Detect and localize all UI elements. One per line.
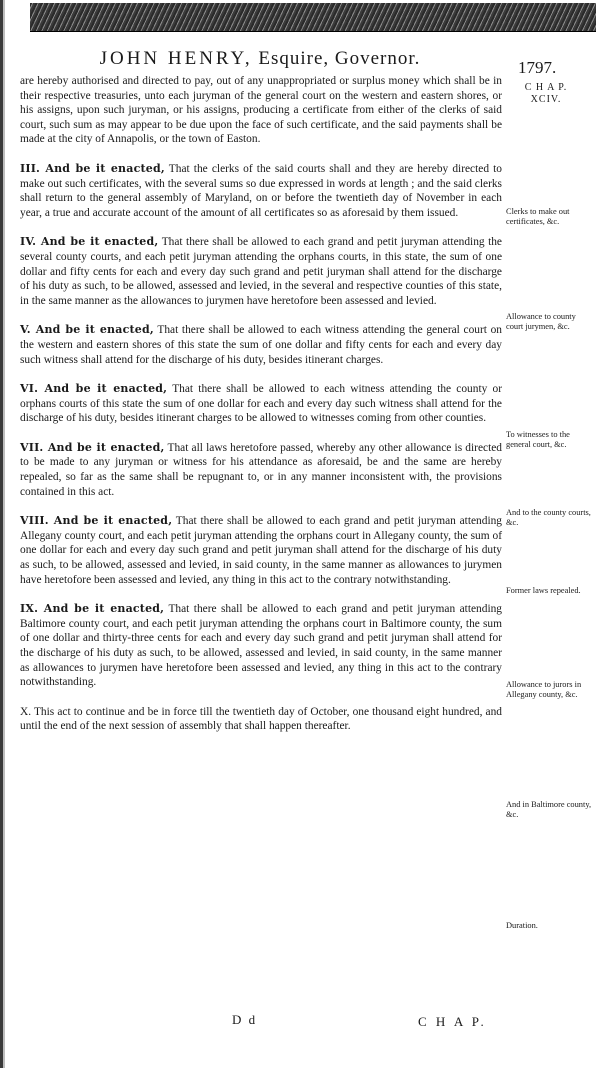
paragraph-section-5 (20, 323, 502, 367)
header-name: JOHN HENRY, (99, 48, 253, 69)
margin-note-clerks: Clerks to make out certificates, &c. (506, 207, 570, 227)
paragraph-text: That there shall be allowed to each grand and petit juryman attending the several county courts, and each petit juryman attending the orphans courts, in this state, the sum of one dollar and fifty cents for each and every day such grand and petit juryman shall attend for the discharge of his duty as such, to be allowed, assessed and levied, in the several and respective counties of this state, in the same manner as the allowances to jurymen have heretofore been assessed and levied. (20, 236, 502, 307)
catchword: C H A P. (418, 1014, 487, 1029)
paragraph-section-3 (20, 162, 502, 220)
paragraph-text: That there shall be allowed to each witness attending the general court on the western and eastern shores of this state the sum of one dollar and fifty cents for each and every day such witness shall attend for the discharge of his duty, besides itinerant charges. (20, 324, 502, 366)
paragraph-text: That the clerks of the said courts shall and they are hereby directed to make out such certificates, with the several sums so due expressed in words at length ; and the said clerks shall return to the general assembly of Maryland, on or before the twentieth day of November in each year, a true and accurate account of the amount of all certificates so as aforesaid by them issued. (20, 162, 502, 219)
paragraph-lead: VIII. And be it enacted, (20, 514, 173, 528)
top-decorative-rule (30, 3, 596, 32)
paragraph-section-8 (20, 514, 502, 587)
chapter-word: C H A P. (524, 82, 568, 93)
paragraph-section-7 (20, 441, 502, 499)
paragraph-lead: V. And be it enacted, (20, 323, 154, 337)
margin-note-baltimore: And in Baltimore county, &c. (506, 800, 592, 820)
paragraph-lead: III. And be it enacted, (20, 161, 165, 175)
paragraph-lead: IX. And be it enacted, (20, 602, 165, 616)
running-header (40, 48, 480, 70)
paragraph-lead: IV. And be it enacted, (20, 235, 159, 249)
paragraph-text: That there shall be allowed to each grand and petit juryman attending Baltimore county court, and each petit juryman attending the orphans court in Baltimore county, the sum of one dollar and thirty-three cents for each and every day such grand and petit juryman shall attend for the discharge of his duty as such, to be allowed, assessed and levied, in said county, in the same manner as allowances to jurymen have heretofore been assessed and levied, any thing in this act to the contrary notwithstanding. (20, 603, 502, 689)
paragraph-section-4 (20, 235, 502, 308)
paragraph-section-6 (20, 382, 502, 426)
paragraph-lead: VII. And be it enacted, (20, 440, 165, 454)
margin-note-allegany: Allowance to jurors in Allegany county, &c. (506, 680, 582, 700)
paragraph-text: That there shall be allowed to each grand and petit juryman attending Allegany county court, and each petit juryman attending the orphans court in Allegany county, the sum of one dollar for each and every day such grand and petit juryman shall attend for the discharge of his duty as such, to be allowed, assessed and levied, in said county, in the same manner as allowances to jurymen have heretofore been assessed and levied, any thing in this act to the contrary notwithstanding. (20, 515, 502, 586)
paragraph-text: That there shall be allowed to each witness attending the county or orphans courts of this state the sum of one dollar for each and every day such witness shall attend for the discharge of his duty, besides itinerant charges to be allowed to witnesses coming from other counties. (20, 383, 502, 425)
paragraph-section-9 (20, 602, 502, 690)
chapter-label (511, 82, 581, 106)
paragraph-text: are hereby authorised and directed to pay, out of any unappropriated or surplus money which shall be in their respective treasuries, unto each juryman of the general court on the western and eastern shores, or his assigns, upon such juryman, or his assigns, producing a certificate from either of the clerks of said court, such sum as may appear to be due upon the face of such certificate, and the said payments shall be made at the city of Annapolis, or the town of Easton. (20, 75, 502, 146)
margin-note-county-jurymen: Allowance to county court jurymen, &c. (506, 312, 576, 332)
margin-note-repealed: Former laws repealed. (506, 586, 581, 595)
signature-mark: D d (232, 1012, 258, 1027)
paragraph-continuation (20, 74, 502, 147)
body-text (20, 74, 502, 749)
margin-note-county-witnesses: And to the county courts, &c. (506, 508, 591, 528)
paragraph-text: That all laws heretofore passed, whereby any other allowance is directed to be made to any juryman or witness for his attendance as aforesaid, be and the same are hereby repealed, so far as the same shall be repugnant to, or in any manner inconsistent with, the provisions contained in this act. (20, 441, 502, 498)
margin-note-general-witnesses: To witnesses to the general court, &c. (506, 430, 570, 450)
paragraph-lead: VI. And be it enacted, (20, 382, 168, 396)
binding-edge (0, 0, 12, 1068)
header-title: Esquire, Governor. (258, 48, 421, 69)
paragraph-text: X. This act to continue and be in force till the twentieth day of October, one thousand eight hundred, and until the end of the next session of assembly that shall happen thereafter. (20, 705, 502, 733)
margin-note-duration: Duration. (506, 921, 538, 930)
chapter-number: XCIV. (530, 94, 562, 105)
header-year: 1797. (518, 58, 557, 77)
paragraph-section-10 (20, 705, 502, 734)
